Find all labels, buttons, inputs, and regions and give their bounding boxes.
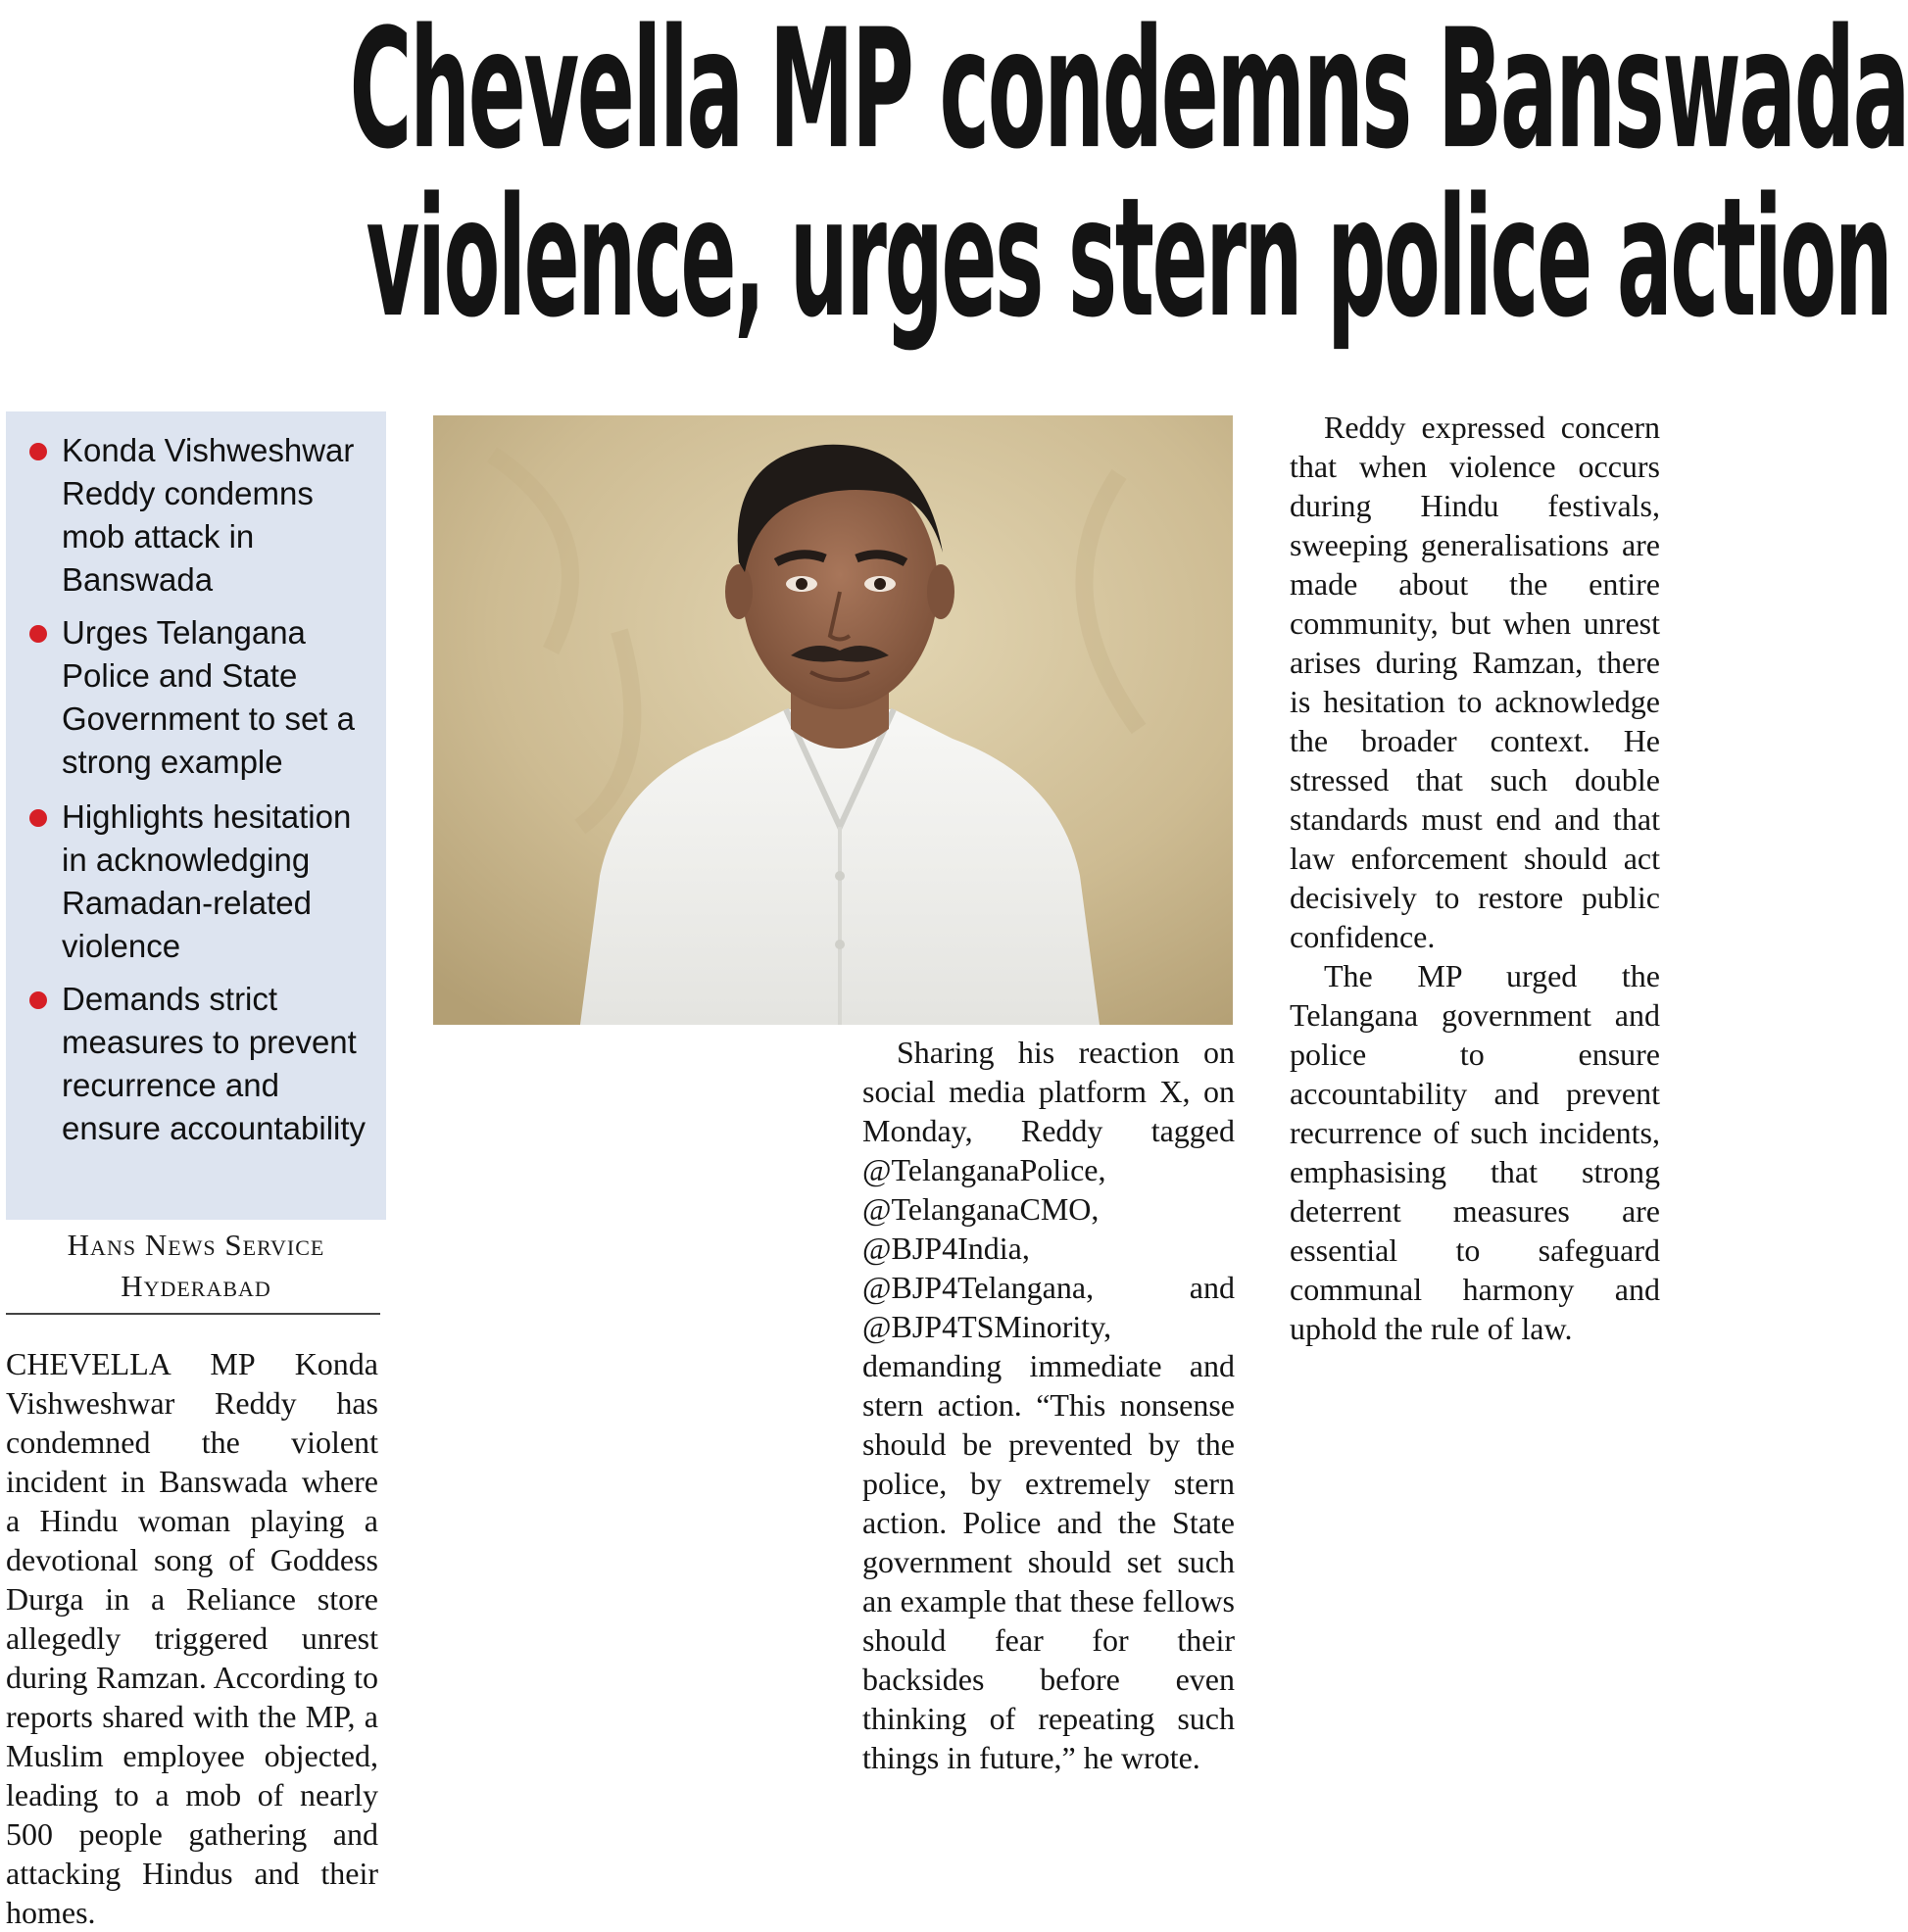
- body-paragraph-1: CHEVELLA MP Konda Vishweshwar Reddy has condemned the violent incident in Banswada where a Hindu woman playing a devotional song of Goddess Durga in a Reliance store allegedly triggered unrest during Ramzan. According to reports shared with the MP, a Muslim employee objected, leading to a mob of nearly 500 people gathering and attacking Hindus and their homes.: [6, 1346, 378, 1930]
- headline-line-2: violence, urges stern police action: [366, 163, 1891, 355]
- byline-location: Hyderabad: [121, 1269, 271, 1303]
- body-column-1: [6, 1344, 378, 1932]
- highlight-text: Highlights hesitation in acknowledging Ramadan-related violence: [62, 798, 352, 964]
- highlight-text: Urges Telangana Police and State Government to set a strong example: [62, 614, 355, 780]
- byline: [6, 1225, 386, 1307]
- body-column-4: [1290, 408, 1660, 1348]
- byline-divider: [6, 1313, 380, 1315]
- highlights-box: [6, 411, 386, 1220]
- highlight-item: [62, 978, 380, 1150]
- body-paragraph-4: The MP urged the Telangana government and police to ensure accountability and prevent recurrence of such incidents, emphasising that strong deterrent measures are essential to safeguard communal harmony and uphold the rule of law.: [1290, 958, 1660, 1346]
- portrait-illustration: [433, 415, 1233, 1025]
- headline-line-1: Chevella MP condemns Banswada: [349, 0, 1908, 186]
- red-bullet-icon: [29, 809, 47, 827]
- headline: [0, 0, 1908, 392]
- highlight-text: Konda Vishweshwar Reddy condemns mob attack in Banswada: [62, 432, 355, 598]
- highlight-item: [62, 429, 380, 602]
- mp-portrait-photo: [433, 415, 1233, 1025]
- body-paragraph-2: Sharing his reaction on social media platform X, on Monday, Reddy tagged @TelanganaPolice, @TelanganaCMO, @BJP4India, @BJP4Telangana, and @BJP4TSMinority, demanding immediate and stern action. “This nonsense should be prevented by the police, by extremely stern action. Police and the State government should set such an example that these fellows should fear for their backsides before even thinking of repeating such things in future,” he wrote.: [862, 1035, 1235, 1775]
- red-bullet-icon: [29, 625, 47, 643]
- body-column-3: [862, 1033, 1235, 1777]
- body-paragraph-3: Reddy expressed concern that when violence occurs during Hindu festivals, sweeping generalisations are made about the entire community, but when unrest arises during Ramzan, there is hesitation to acknowledge the broader context. He stressed that such double standards must end and that law enforcement should act decisively to restore public confidence.: [1290, 410, 1660, 954]
- byline-agency: Hans News Service: [67, 1228, 325, 1262]
- highlight-item: [62, 611, 380, 784]
- highlight-item: [62, 796, 380, 968]
- red-bullet-icon: [29, 991, 47, 1009]
- red-bullet-icon: [29, 443, 47, 460]
- highlight-text: Demands strict measures to prevent recurrence and ensure accountability: [62, 981, 367, 1146]
